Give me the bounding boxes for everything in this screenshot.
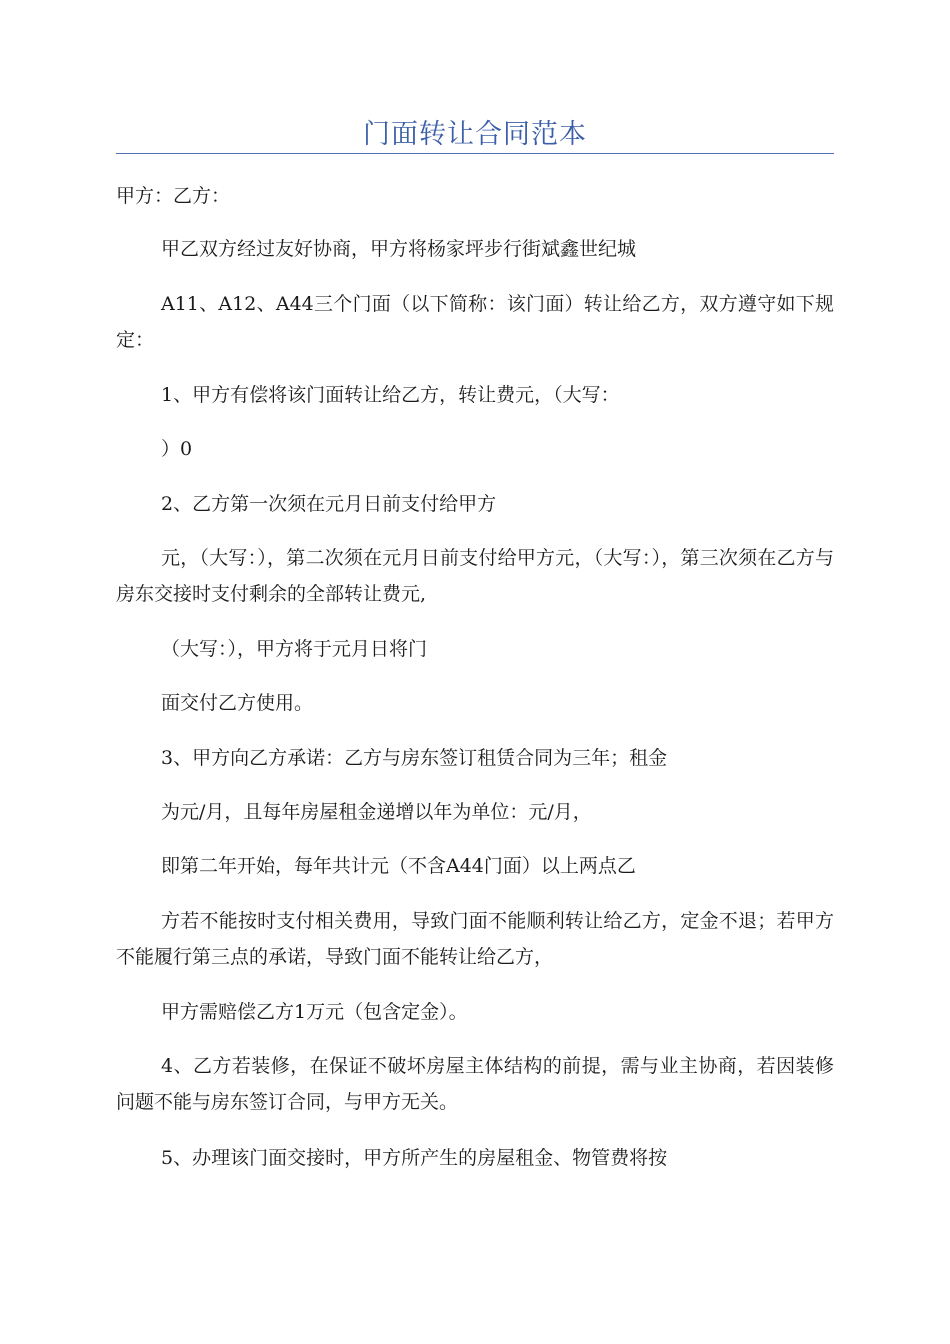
clause-2-delivery: 面交付乙方使用。	[161, 692, 314, 714]
clause-1-cont: ）0	[161, 438, 193, 460]
parties-line: 甲方：乙方：	[116, 185, 231, 207]
clause-4: 4、乙方若装修，在保证不破坏房屋主体结构的前提，需与业主协商，若因装修问题不能与房东签订合同，与甲方无关。	[116, 1055, 834, 1113]
clause-3-deposit: 方若不能按时支付相关费用，导致门面不能顺利转让给乙方，定金不退；若甲方不能履行第三点的承诺，导致门面不能转让给乙方，	[116, 910, 834, 968]
title-underline	[116, 153, 834, 154]
clause-1: 1、甲方有偿将该门面转让给乙方，转让费元，（大写：	[161, 384, 620, 406]
document-title: 门面转让合同范本	[363, 119, 587, 150]
clause-3-rent: 为元/月，且每年房屋租金递增以年为单位：元/月，	[161, 801, 592, 823]
clause-3-compensation: 甲方需赔偿乙方1万元（包含定金）。	[161, 1001, 468, 1023]
clause-5: 5、办理该门面交接时，甲方所产生的房屋租金、物管费将按	[161, 1147, 668, 1169]
clause-3: 3、甲方向乙方承诺：乙方与房东签订租赁合同为三年；租金	[161, 747, 668, 769]
paragraph-shops: A11、A12、A44三个门面（以下简称：该门面）转让给乙方，双方遵守如下规定：	[116, 293, 834, 351]
clause-2-payments: 元，（大写：），第二次须在元月日前支付给甲方元，（大写：），第三次须在乙方与房东交接时支付剩余的全部转让费元,	[116, 547, 834, 605]
clause-3-second-year: 即第二年开始，每年共计元（不含A44门面）以上两点乙	[161, 855, 636, 877]
clause-2: 2、乙方第一次须在元月日前支付给甲方	[161, 493, 497, 515]
clause-2-final: （大写：），甲方将于元月日将门	[161, 638, 428, 660]
paragraph-intro: 甲乙双方经过友好协商，甲方将杨家坪步行街斌鑫世纪城	[161, 238, 637, 260]
